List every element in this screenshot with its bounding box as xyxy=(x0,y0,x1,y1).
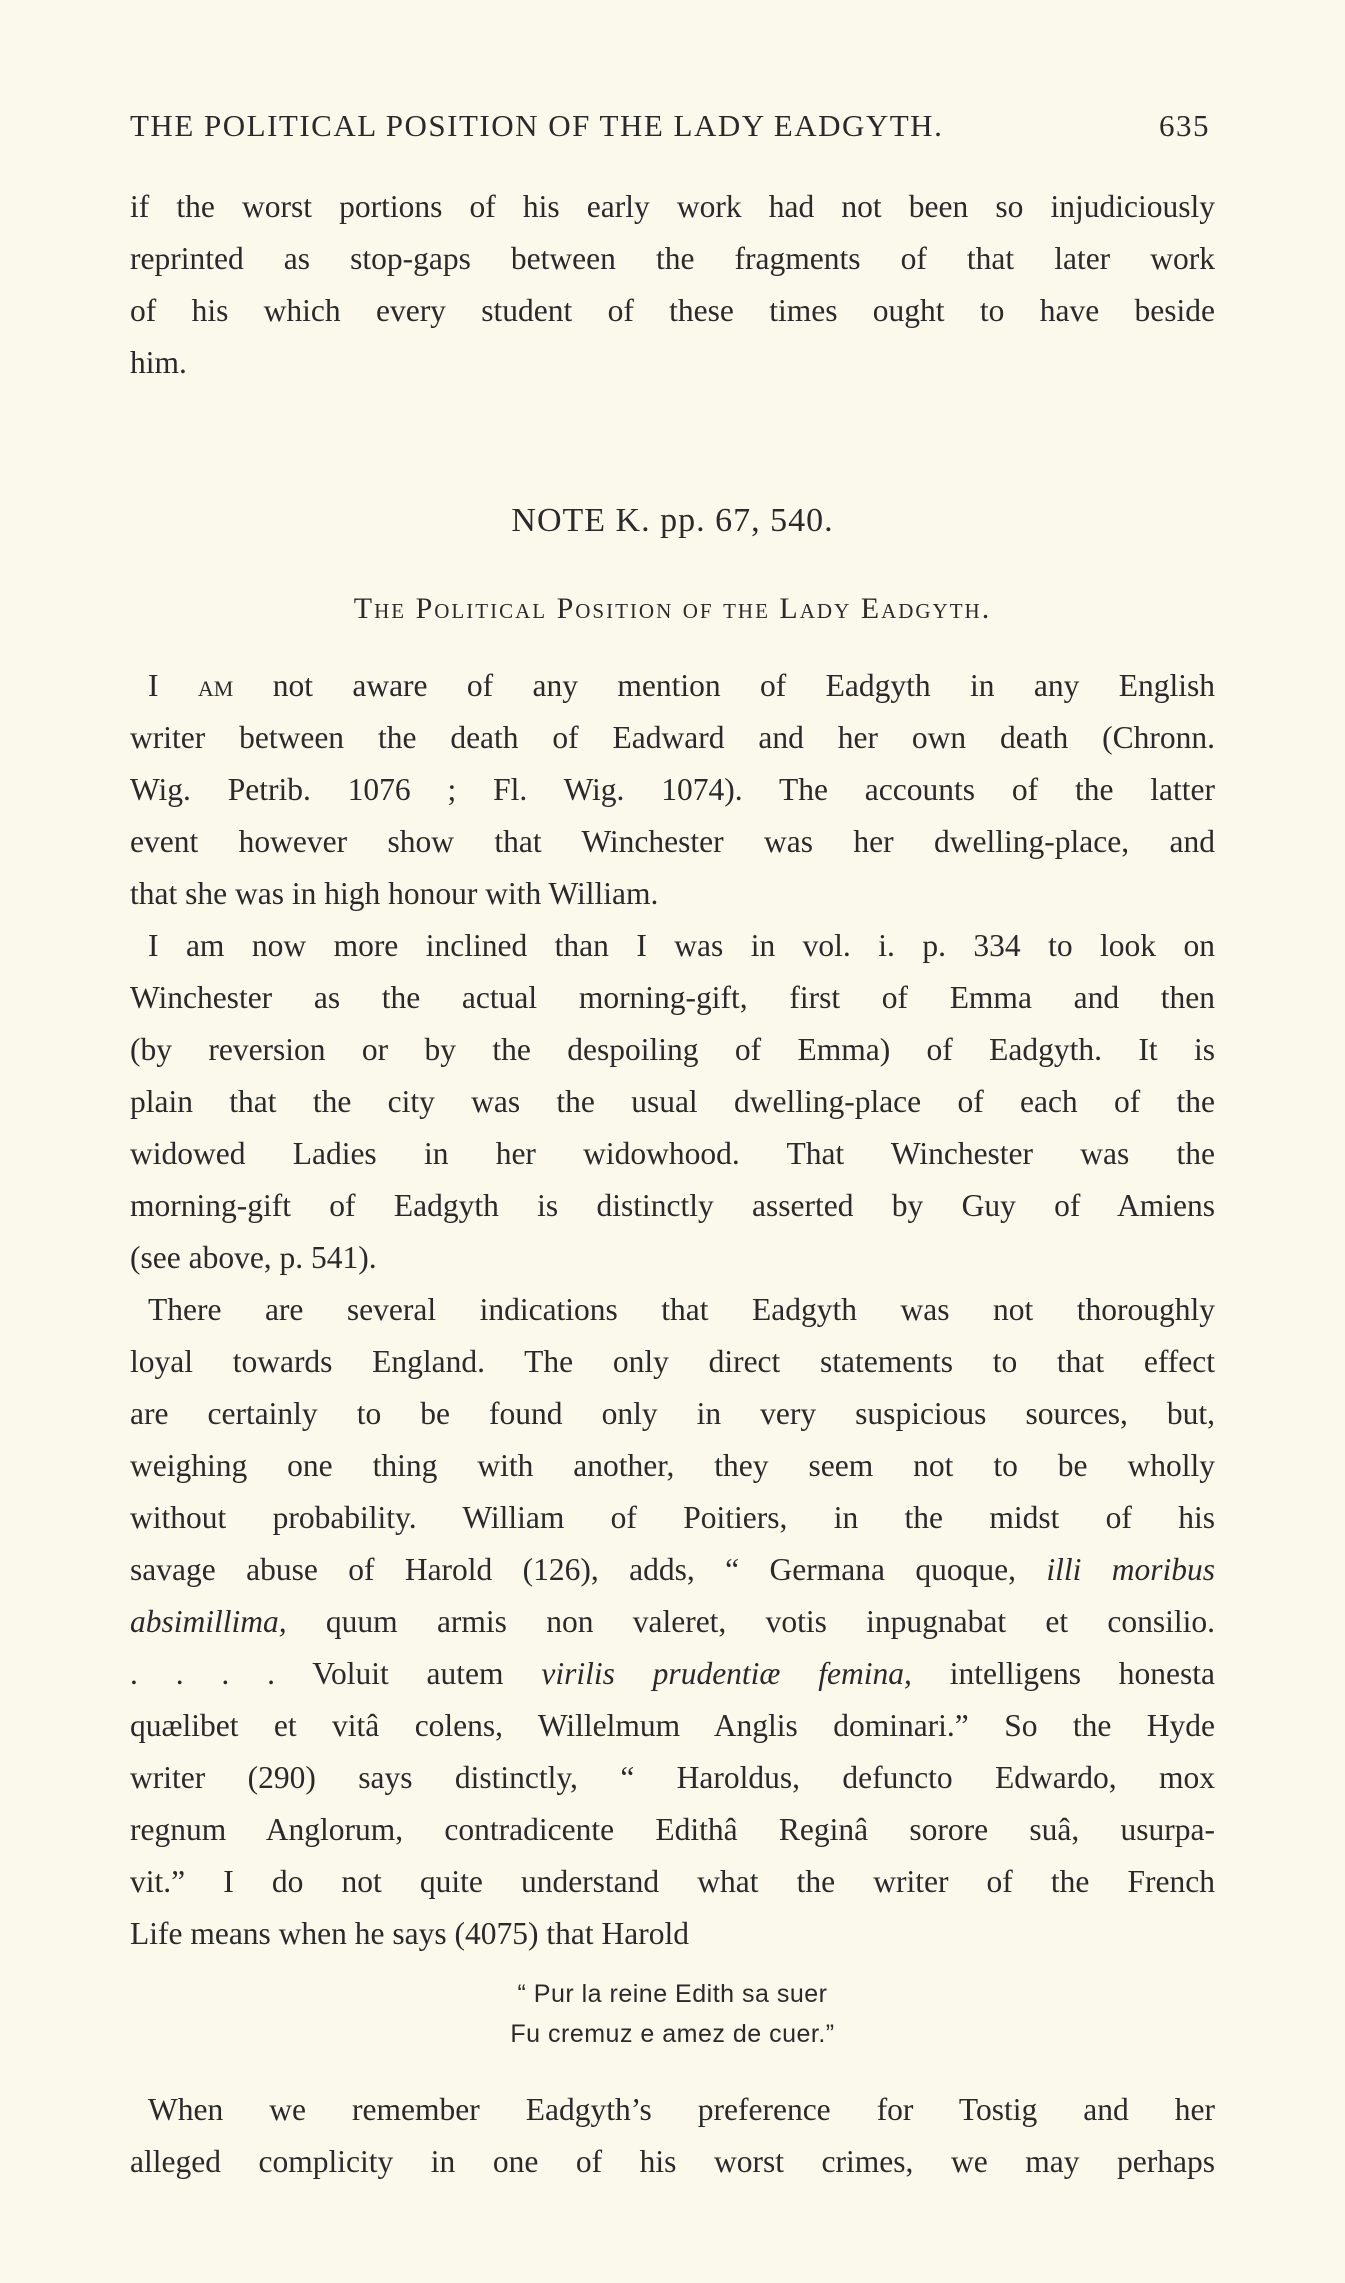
paragraph-line xyxy=(130,1654,1215,1694)
paragraph-line xyxy=(148,666,1215,706)
running-head xyxy=(130,108,1210,144)
paragraph-line: When we remember Eadgyth’s preference for Tostig and her xyxy=(148,2092,1215,2127)
paragraph-line xyxy=(130,1602,1215,1642)
paragraph-line: event however show that Winchester was her dwelling-place, and xyxy=(130,824,1215,859)
text-run: . . . . Voluit autem xyxy=(130,1656,542,1691)
note-heading: NOTE K. pp. 67, 540. xyxy=(511,502,834,539)
paragraph-line: Winchester as the actual morning-gift, first of Emma and then xyxy=(130,980,1215,1015)
paragraph-line: quælibet et vitâ colens, Willelmum Anglis dominari.” So the Hyde xyxy=(130,1708,1215,1743)
latin-italic: virilis prudentiæ femina, xyxy=(541,1656,912,1691)
intro-line: reprinted as stop-gaps between the fragments of that later work xyxy=(130,241,1215,276)
paragraph-line: (by reversion or by the despoiling of Emma) of Eadgyth. It is xyxy=(130,1032,1215,1067)
paragraph-line: regnum Anglorum, contradicente Edithâ Reginâ sorore suâ, usurpa- xyxy=(130,1812,1215,1847)
text-run: not aware of any mention of Eadgyth in any English xyxy=(233,668,1215,703)
paragraph-line: that she was in high honour with William. xyxy=(130,876,659,911)
paragraph-line: There are several indications that Eadgyth was not thoroughly xyxy=(148,1292,1215,1327)
text-run: quum armis non valeret, votis inpugnabat et consilio. xyxy=(286,1604,1215,1639)
latin-italic: absimillima, xyxy=(130,1604,287,1639)
paragraph-line: are certainly to be found only in very suspicious sources, but, xyxy=(130,1396,1215,1431)
intro-line: if the worst portions of his early work had not been so injudiciously xyxy=(130,189,1215,224)
paragraph-line: loyal towards England. The only direct statements to that effect xyxy=(130,1344,1215,1379)
paragraph-line: vit.” I do not quite understand what the writer of the French xyxy=(130,1864,1215,1899)
verse-line: Fu cremuz e amez de cuer.” xyxy=(510,2020,835,2048)
verse-line: “ Pur la reine Edith sa suer xyxy=(517,1980,828,2008)
latin-italic: illi moribus xyxy=(1046,1552,1216,1587)
paragraph-line: I am now more inclined than I was in vol. i. p. 334 to look on xyxy=(148,928,1215,963)
paragraph-line: Wig. Petrib. 1076 ; Fl. Wig. 1074). The accounts of the latter xyxy=(130,772,1215,807)
text-run: intelligens honesta xyxy=(911,1656,1216,1691)
text-run: savage abuse of Harold (126), adds, “ Germana quoque, xyxy=(130,1552,1047,1587)
page-number: 635 xyxy=(1159,108,1210,143)
paragraph-line: weighing one thing with another, they seem not to be wholly xyxy=(130,1448,1215,1483)
running-head-title: THE POLITICAL POSITION OF THE LADY EADGYTH. xyxy=(130,108,944,143)
paragraph-line xyxy=(130,1550,1215,1590)
paragraph-line: morning-gift of Eadgyth is distinctly asserted by Guy of Amiens xyxy=(130,1188,1215,1223)
paragraph-line: writer between the death of Eadward and her own death (Chronn. xyxy=(130,720,1215,755)
note-subheading: The Political Position of the Lady Eadgyth. xyxy=(353,592,992,625)
paragraph-line: Life means when he says (4075) that Harold xyxy=(130,1916,689,1951)
paragraph-line: without probability. William of Poitiers, in the midst of his xyxy=(130,1500,1215,1535)
intro-line: of his which every student of these times ought to have beside xyxy=(130,293,1215,328)
paragraph-line: alleged complicity in one of his worst crimes, we may perhaps xyxy=(130,2144,1215,2179)
intro-line: him. xyxy=(130,345,187,380)
paragraph-line: writer (290) says distinctly, “ Haroldus, defuncto Edwardo, mox xyxy=(130,1760,1215,1795)
paragraph-line: widowed Ladies in her widowhood. That Winchester was the xyxy=(130,1136,1215,1171)
opening-words: I am xyxy=(148,668,234,703)
paragraph-line: plain that the city was the usual dwelling-place of each of the xyxy=(130,1084,1215,1119)
paragraph-line: (see above, p. 541). xyxy=(130,1240,377,1275)
